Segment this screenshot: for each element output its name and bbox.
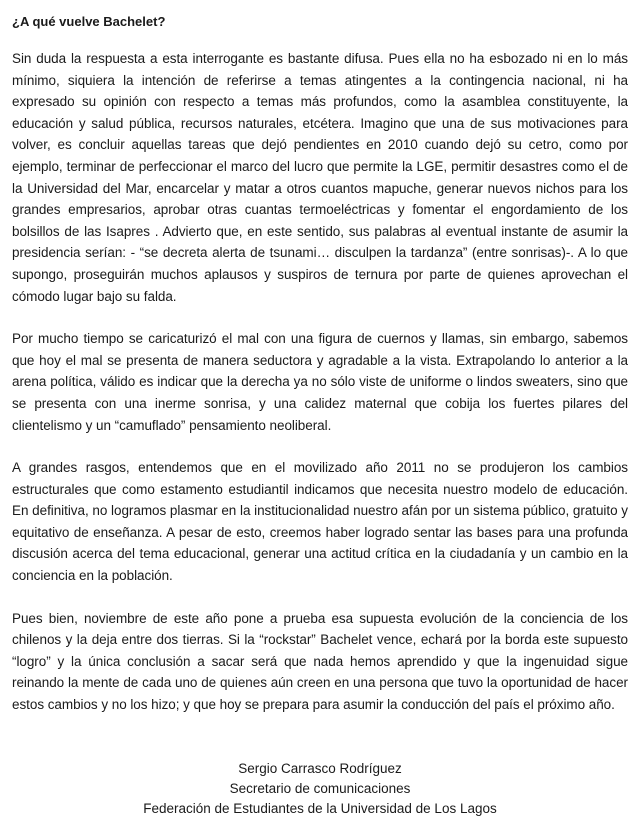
paragraph-3: A grandes rasgos, entendemos que en el movilizado año 2011 no se produjeron los cambios estructurales que como estamento estudiantil indicamos que necesita nuestro modelo de educación. En definitiva, no logramos plasmar en la institucionalidad nuestro afán por un sistema público, gratuito y equitativo de enseñanza. A pesar de esto, creemos haber logrado sentar las bases para una profunda discusión acerca del tema educacional, generar una actitud crítica en la ciudadanía y un cambio en la conciencia en la población. — [12, 460, 628, 584]
document-title: ¿A qué vuelve Bachelet? — [12, 14, 166, 29]
paragraph-4: Pues bien, noviembre de este año pone a prueba esa supuesta evolución de la conciencia de los chilenos y la deja entre dos tierras. Si la “rockstar” Bachelet vence, echará por la borda este supuesto “logro” y la única conclusión a sacar será que nada hemos aprendido y que la ingenuidad sigue reinando la mente de cada uno de quienes aún creen en una persona que tuvo la oportunidad de hacer estos cambios y no los hizo; y que hoy se prepara para asumir la conducción del país el próximo año. — [12, 610, 628, 713]
signature-name: Sergio Carrasco Rodríguez — [238, 761, 402, 776]
signature-organization: Federación de Estudiantes de la Universidad de Los Lagos — [143, 801, 497, 816]
signature-position: Secretario de comunicaciones — [229, 781, 411, 796]
paragraph-1: Sin duda la respuesta a esta interrogante es bastante difusa. Pues ella no ha esbozado ni en lo más mínimo, siquiera la intención de referirse a temas atingentes a la contingencia nacional, ni ha expresado su opinión con respecto a temas más profundos, como la asamblea constituyente, la educación y salud pública, recursos naturales, etcétera. Imagino que una de sus motivaciones para volver, es concluir aquellas tareas que dejó pendientes en 2010 cuando dejó su cetro, como por ejemplo, terminar de perfeccionar el marco del lucro que permite la LGE, permitir desastres como el de la Universidad del Mar, encarcelar y matar a otros cuantos mapuche, generar nuevos nichos para los grandes empresarios, aprobar otras cuantas termoeléctricas y fomentar el engordamiento de los bolsillos de las Isapres . Advierto que, en este sentido, sus palabras al eventual instante de asumir la presidencia serían: - “se decreta alerta de tsunami… disculpen la tardanza” (entre sonrisas)-. A lo que supongo, proseguirán muchos aplausos y suspiros de ternura por parte de quienes aprovechan el cómodo lugar bajo su falda. — [12, 51, 628, 304]
paragraph-2: Por mucho tiempo se caricaturizó el mal con una figura de cuernos y llamas, sin embargo, sabemos que hoy el mal se presenta de manera seductora y agradable a la vista. Extrapolando lo anterior a la arena política, válido es indicar que la derecha ya no sólo viste de uniforme o lindos sweaters, sino que se presenta con una inerme sonrisa, y una calidez maternal que cobija los fuertes pilares del clientelismo y un “camuflado” pensamiento neoliberal. — [12, 331, 628, 433]
signature-block — [0, 759, 640, 819]
